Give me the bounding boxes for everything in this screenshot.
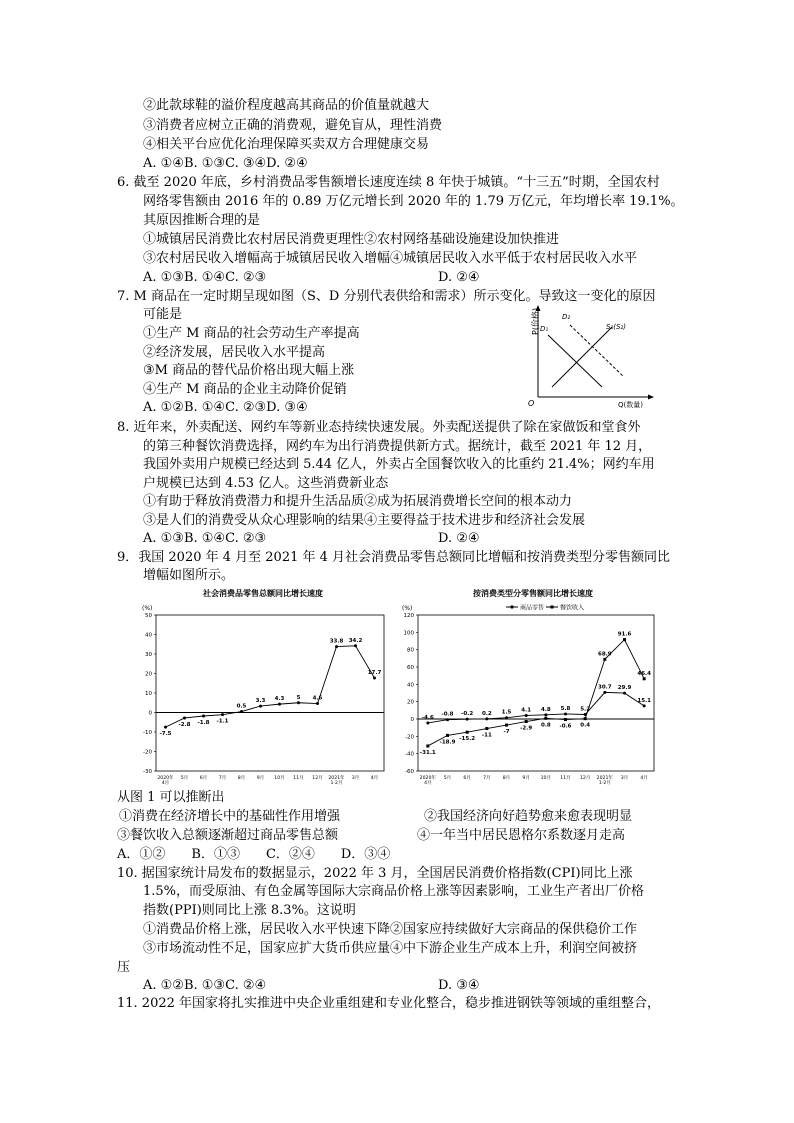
demand-curve-d2 [570,325,624,377]
q9-option-1: ①消费在经济增长中的基础性作用增强 [119,809,341,824]
data-point [603,658,606,661]
x-tick-label: 3月 [351,776,360,781]
data-label: 0.4 [580,722,591,729]
data-label: 46.4 [637,670,651,677]
q10-stem-1: 10. 据国家统计局发布的数据显示，2022 年 3 月，全国居民消费价格指数(CPI)同比上涨 [117,866,633,881]
q10-options-12: ①消费品价格上涨，居民收入水平快速下降②国家应持续做好大宗商品的保供稳价工作 [143,922,638,937]
data-label: 0.5 [236,703,247,710]
data-label: 0.8 [540,722,551,729]
data-point [584,717,587,720]
y-tick-label: 20 [145,671,152,678]
x-tick-label: 4月 [370,776,379,781]
series-line [428,692,644,723]
data-label: 4.3 [274,696,285,703]
q8-answers-abc: A. ①③B. ①④C. ②③ [143,531,267,546]
data-point [373,676,376,679]
data-point [240,710,243,713]
data-label: -4.6 [421,714,434,721]
y-tick-label: 60 [407,665,414,671]
data-point [297,701,300,704]
data-label: -7 [503,729,510,736]
q5-option-2: ②此款球鞋的溢价程度越高其商品的价值量就越大 [143,98,430,113]
data-point [544,717,547,720]
q9-stem-2: 增幅如图所示。 [143,568,235,583]
q7-option-2: ②经济发展，居民收入水平提高 [143,345,326,360]
data-label: 29.9 [617,685,632,692]
supply-demand-graph [520,303,660,409]
data-label: 91.6 [617,631,632,638]
data-label: -0.6 [559,723,572,730]
data-point [426,721,429,724]
q6-options-12: ①城镇居民消费比农村居民消费更理性②农村网络基础设施建设加快推进 [143,232,560,247]
data-label: 68.9 [598,651,612,658]
data-point [525,720,528,723]
data-label: 4.8 [540,706,551,713]
data-point [505,724,508,727]
x-tick-label: 11月 [560,776,571,781]
data-label: 4.1 [521,707,532,714]
x-tick-label: 1-2月 [330,781,343,786]
data-label: 5.8 [560,705,571,712]
data-point [259,705,262,708]
data-point [603,691,606,694]
q6-stem-2: 网络零售额由 2016 年的 0.89 万亿元增长到 2020 年的 1.79 万亿元，年均增长率 19.1%。 [143,194,684,209]
x-tick-label: 11月 [293,776,304,781]
x-tick-label: 2021年 [596,776,613,781]
data-point [564,718,567,721]
q10-option-4-cont: 压 [117,960,131,975]
x-tick-label: 4月 [161,781,170,786]
legend-series-1: 商品零售 [520,604,545,612]
data-label: 0.2 [481,710,492,717]
data-label: 17.7 [367,669,382,676]
x-tick-label: 8月 [237,776,246,781]
x-tick-label: 5月 [180,776,189,781]
data-label: 34.2 [348,637,363,644]
q8-stem-4: 户规模已达到 4.53 亿人。这些消费新业态 [143,476,389,491]
q6-answer-d: D. ②④ [438,270,480,285]
x-tick-label: 6月 [199,776,208,781]
s-label: S₁(S₂) [606,323,626,331]
q10-answers-abc: A. ①②B. ①③C. ②④ [143,978,267,993]
data-point [221,713,224,716]
x-tick-label: 8月 [502,776,511,781]
chart-title: 按消费类型分零售额同比增长速度 [473,589,593,598]
data-label: -0.8 [441,711,454,718]
x-tick-label: 4月 [424,781,432,786]
unit-label: (%) [142,605,153,612]
quantity-axis-label: Q(数量) [618,401,643,409]
data-point [446,734,449,737]
q8-stem-3: 我国外卖用户规模已经达到 5.44 亿人，外卖占全国餐饮收入的比重约 21.4%；网约车用 [143,457,655,472]
q9-option-4: ④一年当中居民恩格尔系数逐月走高 [417,828,626,843]
q6-options-34: ③农村居民收入增幅高于城镇居民收入增幅④城镇居民收入水平低于农村居民收入水平 [143,251,638,266]
data-point [164,726,167,729]
data-label: -31.1 [419,749,436,756]
x-tick-label: 7月 [483,776,491,781]
y-tick-label: 40 [145,632,152,639]
x-tick-label: 2020年 [419,776,436,781]
q10-answer-d: D. ③④ [438,978,480,993]
q8-stem-1: 8. 近年来，外卖配送、网约车等新业态持续快速发展。外卖配送提供了除在家做饭和堂食外 [117,420,641,435]
x-tick-label: 12月 [579,776,591,781]
x-tick-label: 10月 [274,776,285,781]
y-tick-label: -30 [143,769,152,775]
data-label: -0.2 [461,711,474,718]
data-label: 5.2 [580,706,591,713]
q5-answers: A. ①④B. ①③C. ③④D. ②④ [143,156,308,171]
data-label: -18.9 [439,739,456,746]
data-label: 5 [296,694,301,701]
data-point [466,718,469,721]
demand-curve-d1 [548,335,602,387]
data-label: 15.1 [637,697,651,704]
q5-option-4: ④相关平台应优化治理保障买卖双方合理健康交易 [143,137,430,152]
q9-infer: 从图 1 可以推断出 [117,790,225,805]
legend [506,604,584,612]
data-point [278,703,281,706]
data-point [643,677,646,680]
data-point [643,704,646,707]
q7-option-3: ③M 商品的替代品价格出现大幅上涨 [143,363,355,378]
data-point [623,638,626,641]
x-tick-label: 1-2月 [598,781,611,786]
data-point [525,714,528,717]
q10-stem-3: 指数(PPI)则同比上涨 8.3%。这说明 [143,903,356,918]
d2-label: D₂ [562,313,571,321]
y-tick-label: 30 [145,652,152,658]
q5-option-3: ③消费者应树立正确的消费观，避免盲从，理性消费 [143,118,443,133]
q10-options-34: ③市场流动性不足，国家应扩大货币供应量④中下游企业生产成本上升，利润空间被挤 [143,941,638,956]
retail-sales-growth-chart [138,583,388,788]
legend-series-2: 餐饮收入 [560,604,585,612]
q6-answers-abc: A. ①③B. ①④C. ②③ [143,270,267,285]
q10-stem-2: 1.5%，而受原油、有色金属等国际大宗商品价格上涨等因素影响，工业生产者出厂价格 [143,884,645,899]
data-point [466,731,469,734]
x-tick-label: 12月 [312,776,323,781]
unit-label: (%) [402,605,413,612]
q7-answers: A. ①②B. ①④C. ②③D. ③④ [143,400,308,415]
data-point [316,702,319,705]
x-tick-label: 10月 [540,776,552,781]
x-tick-label: 4月 [640,776,648,781]
x-tick-label: 5月 [443,776,452,781]
x-tick-label: 7月 [218,776,227,781]
data-point [183,716,186,719]
y-tick-label: -10 [143,730,152,736]
q7-stem-1: 7. M 商品在一定时期呈现如图（S、D 分别代表供给和需求）所示变化。导致这一变化的原因 [117,289,656,304]
data-point [623,692,626,695]
data-label: -2.9 [520,725,533,732]
data-label: 33.8 [329,638,344,645]
q9-stem-1: 9．我国 2020 年 4 月至 2021 年 4 月社会消费品零售总额同比增幅和按消费类型分零售额同比 [117,550,671,565]
data-label: -2.8 [178,721,191,728]
data-point [564,712,567,715]
data-point [446,718,449,721]
y-tick-label: -20 [143,749,152,756]
chart-title: 社会消费品零售总额同比增长速度 [203,589,323,598]
y-tick-label: 0 [410,717,414,723]
data-point [335,645,338,648]
x-tick-label: 2020年 [157,776,174,781]
y-tick-label: 40 [407,682,414,689]
data-label: 1.5 [501,709,512,716]
y-tick-label: -20 [405,734,414,741]
y-tick-label: 0 [148,710,152,717]
y-tick-label: 100 [403,630,414,637]
y-tick-label: -60 [405,769,414,775]
data-point [485,717,488,720]
y-tick-label: 10 [145,691,152,697]
origin-label: O [528,399,535,408]
q8-answer-d: D. ②④ [438,531,480,546]
data-label: 3.3 [255,698,266,705]
x-tick-label: 9月 [256,776,265,781]
data-point [544,713,547,716]
q9-answers: A．①② B．①③ C．②④ D．③④ [117,847,391,862]
y-tick-label: 20 [407,699,414,706]
data-point [426,744,429,747]
q8-options-34: ③是人们的消费受从众心理影响的结果④主要得益于技术进步和经济社会发展 [143,513,586,528]
q7-option-1: ①生产 M 商品的社会劳动生产率提高 [143,326,360,341]
series-line [166,646,375,727]
x-tick-label: 3月 [620,776,629,781]
y-tick-label: -40 [405,751,414,758]
q11-stem-1: 11. 2022 年国家将扎实推进中央企业重组建和专业化整合，稳步推进钢铁等领域的重组整合， [117,996,661,1011]
q8-options-12: ①有助于释放消费潜力和提升生活品质②成为拓展消费增长空间的根本动力 [143,494,573,509]
x-tick-label: 2021年 [328,776,345,781]
y-tick-label: 50 [145,613,152,619]
price-axis-label: P(价格) [531,307,540,335]
data-label: -7.5 [159,731,172,738]
x-tick-label: 6月 [463,776,471,781]
q7-stem-2: 可能是 [143,307,183,322]
y-tick-label: 120 [403,613,414,619]
q6-stem-1: 6. 截至 2020 年底，乡村消费品零售额增长速度连续 8 年快于城镇。“十三五”时期，全国农村 [117,175,660,190]
data-label: -11 [481,732,492,739]
data-label: -1.8 [197,720,210,727]
data-label: -1.1 [216,718,229,725]
q6-stem-3: 其原因推断合理的是 [143,213,261,228]
data-point [485,727,488,730]
data-label: 30.7 [598,684,612,691]
y-tick-label: 80 [407,647,414,654]
x-tick-label: 9月 [522,776,530,781]
q9-option-2: ②我国经济向好趋势愈来愈表现明显 [424,809,633,824]
data-label: 4.6 [312,695,323,702]
data-point [505,716,508,719]
retail-by-type-growth-chart [398,583,658,788]
data-point [202,715,205,718]
q8-stem-2: 的第三种餐饮消费选择，网约车为出行消费提供新方式。据统计，截至 2021 年 12 月， [143,439,652,454]
data-label: -15.2 [459,736,476,743]
q9-option-3: ③餐饮收入总额逐渐超过商品零售总额 [117,828,339,843]
data-point [354,644,357,647]
q7-option-4: ④生产 M 商品的企业主动降价促销 [143,382,347,397]
d1-label: D₁ [540,325,549,333]
